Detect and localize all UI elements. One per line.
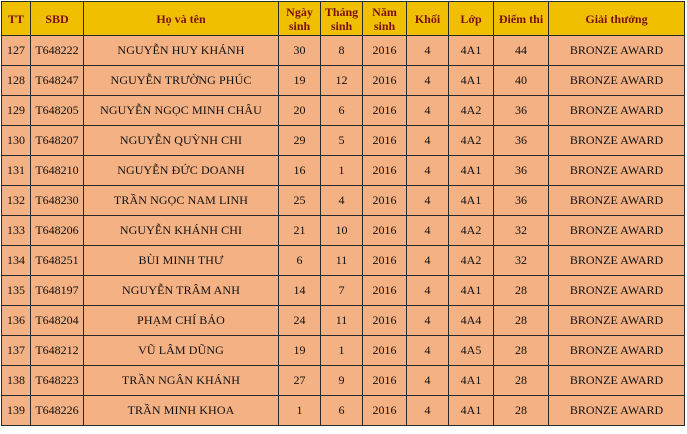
score-cell: 36 xyxy=(494,156,549,186)
birth-month-cell: 1 xyxy=(321,336,363,366)
header-name: Họ và tên xyxy=(84,2,279,36)
row-number-cell: 129 xyxy=(2,96,31,126)
score-cell: 36 xyxy=(494,96,549,126)
birth-year-cell: 2016 xyxy=(363,306,407,336)
birth-year-cell: 2016 xyxy=(363,156,407,186)
class-cell: 4A1 xyxy=(449,186,494,216)
score-cell: 28 xyxy=(494,276,549,306)
header-sbd: SBD xyxy=(31,2,84,36)
grade-cell: 4 xyxy=(407,246,449,276)
class-cell: 4A1 xyxy=(449,156,494,186)
student-name-cell: TRẦN NGỌC NAM LINH xyxy=(84,186,279,216)
student-name-cell: NGUYỄN KHÁNH CHI xyxy=(84,216,279,246)
birth-day-cell: 29 xyxy=(279,126,321,156)
header-year: Năm sinh xyxy=(363,2,407,36)
award-cell: BRONZE AWARD xyxy=(549,216,685,246)
birth-month-cell: 4 xyxy=(321,186,363,216)
grade-cell: 4 xyxy=(407,66,449,96)
table-body xyxy=(2,36,685,426)
grade-cell: 4 xyxy=(407,36,449,66)
class-cell: 4A1 xyxy=(449,366,494,396)
birth-month-cell: 11 xyxy=(321,246,363,276)
score-cell: 36 xyxy=(494,186,549,216)
candidate-id-cell: T648204 xyxy=(31,306,84,336)
award-cell: BRONZE AWARD xyxy=(549,366,685,396)
award-cell: BRONZE AWARD xyxy=(549,306,685,336)
header-month: Tháng sinh xyxy=(321,2,363,36)
table-row xyxy=(2,186,685,216)
score-cell: 28 xyxy=(494,336,549,366)
birth-month-cell: 1 xyxy=(321,156,363,186)
birth-day-cell: 24 xyxy=(279,306,321,336)
grade-cell: 4 xyxy=(407,276,449,306)
grade-cell: 4 xyxy=(407,366,449,396)
header-tt: TT xyxy=(2,2,31,36)
candidate-id-cell: T648212 xyxy=(31,336,84,366)
class-cell: 4A2 xyxy=(449,96,494,126)
student-name-cell: NGUYỄN HUY KHÁNH xyxy=(84,36,279,66)
birth-year-cell: 2016 xyxy=(363,96,407,126)
award-cell: BRONZE AWARD xyxy=(549,276,685,306)
table-row xyxy=(2,276,685,306)
award-cell: BRONZE AWARD xyxy=(549,246,685,276)
score-cell: 32 xyxy=(494,216,549,246)
birth-month-cell: 6 xyxy=(321,96,363,126)
award-cell: BRONZE AWARD xyxy=(549,96,685,126)
score-cell: 40 xyxy=(494,66,549,96)
table-row xyxy=(2,66,685,96)
score-cell: 28 xyxy=(494,366,549,396)
award-results-table xyxy=(1,1,685,426)
row-number-cell: 130 xyxy=(2,126,31,156)
candidate-id-cell: T648223 xyxy=(31,366,84,396)
row-number-cell: 128 xyxy=(2,66,31,96)
candidate-id-cell: T648226 xyxy=(31,396,84,426)
grade-cell: 4 xyxy=(407,216,449,246)
grade-cell: 4 xyxy=(407,336,449,366)
table-row xyxy=(2,396,685,426)
student-name-cell: TRẦN MINH KHOA xyxy=(84,396,279,426)
birth-year-cell: 2016 xyxy=(363,246,407,276)
birth-month-cell: 7 xyxy=(321,276,363,306)
birth-year-cell: 2016 xyxy=(363,186,407,216)
score-cell: 36 xyxy=(494,126,549,156)
candidate-id-cell: T648251 xyxy=(31,246,84,276)
birth-year-cell: 2016 xyxy=(363,66,407,96)
award-cell: BRONZE AWARD xyxy=(549,156,685,186)
birth-year-cell: 2016 xyxy=(363,336,407,366)
birth-year-cell: 2016 xyxy=(363,396,407,426)
table-row xyxy=(2,306,685,336)
table-row xyxy=(2,336,685,366)
birth-day-cell: 1 xyxy=(279,396,321,426)
table-row xyxy=(2,36,685,66)
birth-day-cell: 16 xyxy=(279,156,321,186)
grade-cell: 4 xyxy=(407,186,449,216)
row-number-cell: 131 xyxy=(2,156,31,186)
student-name-cell: NGUYỄN TRÂM ANH xyxy=(84,276,279,306)
class-cell: 4A5 xyxy=(449,336,494,366)
table-row xyxy=(2,216,685,246)
birth-month-cell: 5 xyxy=(321,126,363,156)
student-name-cell: BÙI MINH THƯ xyxy=(84,246,279,276)
row-number-cell: 132 xyxy=(2,186,31,216)
row-number-cell: 134 xyxy=(2,246,31,276)
birth-month-cell: 11 xyxy=(321,306,363,336)
header-class: Lớp xyxy=(449,2,494,36)
class-cell: 4A4 xyxy=(449,306,494,336)
birth-year-cell: 2016 xyxy=(363,126,407,156)
table-row xyxy=(2,246,685,276)
birth-day-cell: 6 xyxy=(279,246,321,276)
grade-cell: 4 xyxy=(407,306,449,336)
birth-day-cell: 30 xyxy=(279,36,321,66)
class-cell: 4A1 xyxy=(449,66,494,96)
table-row xyxy=(2,126,685,156)
birth-year-cell: 2016 xyxy=(363,366,407,396)
row-number-cell: 137 xyxy=(2,336,31,366)
student-name-cell: NGUYỄN TRƯỜNG PHÚC xyxy=(84,66,279,96)
table-row xyxy=(2,156,685,186)
birth-day-cell: 25 xyxy=(279,186,321,216)
birth-day-cell: 19 xyxy=(279,336,321,366)
class-cell: 4A1 xyxy=(449,276,494,306)
student-name-cell: TRẦN NGÂN KHÁNH xyxy=(84,366,279,396)
class-cell: 4A2 xyxy=(449,216,494,246)
header-grade: Khối xyxy=(407,2,449,36)
birth-day-cell: 27 xyxy=(279,366,321,396)
birth-day-cell: 21 xyxy=(279,216,321,246)
award-cell: BRONZE AWARD xyxy=(549,336,685,366)
class-cell: 4A1 xyxy=(449,396,494,426)
row-number-cell: 139 xyxy=(2,396,31,426)
award-cell: BRONZE AWARD xyxy=(549,396,685,426)
birth-month-cell: 8 xyxy=(321,36,363,66)
birth-year-cell: 2016 xyxy=(363,216,407,246)
student-name-cell: NGUYỄN NGỌC MINH CHÂU xyxy=(84,96,279,126)
candidate-id-cell: T648247 xyxy=(31,66,84,96)
student-name-cell: PHẠM CHÍ BẢO xyxy=(84,306,279,336)
row-number-cell: 138 xyxy=(2,366,31,396)
score-cell: 44 xyxy=(494,36,549,66)
row-number-cell: 135 xyxy=(2,276,31,306)
candidate-id-cell: T648206 xyxy=(31,216,84,246)
student-name-cell: NGUYỄN ĐỨC DOANH xyxy=(84,156,279,186)
header-row xyxy=(2,2,685,36)
candidate-id-cell: T648207 xyxy=(31,126,84,156)
grade-cell: 4 xyxy=(407,126,449,156)
score-cell: 28 xyxy=(494,396,549,426)
row-number-cell: 127 xyxy=(2,36,31,66)
score-cell: 28 xyxy=(494,306,549,336)
award-cell: BRONZE AWARD xyxy=(549,186,685,216)
birth-month-cell: 6 xyxy=(321,396,363,426)
award-cell: BRONZE AWARD xyxy=(549,66,685,96)
student-name-cell: NGUYỄN QUỲNH CHI xyxy=(84,126,279,156)
candidate-id-cell: T648230 xyxy=(31,186,84,216)
candidate-id-cell: T648205 xyxy=(31,96,84,126)
birth-day-cell: 14 xyxy=(279,276,321,306)
header-award: Giải thưởng xyxy=(549,2,685,36)
class-cell: 4A2 xyxy=(449,246,494,276)
row-number-cell: 133 xyxy=(2,216,31,246)
table-row xyxy=(2,366,685,396)
class-cell: 4A1 xyxy=(449,36,494,66)
student-name-cell: VŨ LÂM DŨNG xyxy=(84,336,279,366)
award-cell: BRONZE AWARD xyxy=(549,126,685,156)
birth-day-cell: 19 xyxy=(279,66,321,96)
grade-cell: 4 xyxy=(407,396,449,426)
results-table-wrapper xyxy=(1,1,685,426)
birth-year-cell: 2016 xyxy=(363,276,407,306)
grade-cell: 4 xyxy=(407,156,449,186)
candidate-id-cell: T648197 xyxy=(31,276,84,306)
header-day: Ngày sinh xyxy=(279,2,321,36)
birth-year-cell: 2016 xyxy=(363,36,407,66)
grade-cell: 4 xyxy=(407,96,449,126)
birth-day-cell: 20 xyxy=(279,96,321,126)
class-cell: 4A2 xyxy=(449,126,494,156)
row-number-cell: 136 xyxy=(2,306,31,336)
table-row xyxy=(2,96,685,126)
birth-month-cell: 9 xyxy=(321,366,363,396)
award-cell: BRONZE AWARD xyxy=(549,36,685,66)
score-cell: 32 xyxy=(494,246,549,276)
header-score: Điểm thi xyxy=(494,2,549,36)
birth-month-cell: 10 xyxy=(321,216,363,246)
birth-month-cell: 12 xyxy=(321,66,363,96)
candidate-id-cell: T648222 xyxy=(31,36,84,66)
candidate-id-cell: T648210 xyxy=(31,156,84,186)
